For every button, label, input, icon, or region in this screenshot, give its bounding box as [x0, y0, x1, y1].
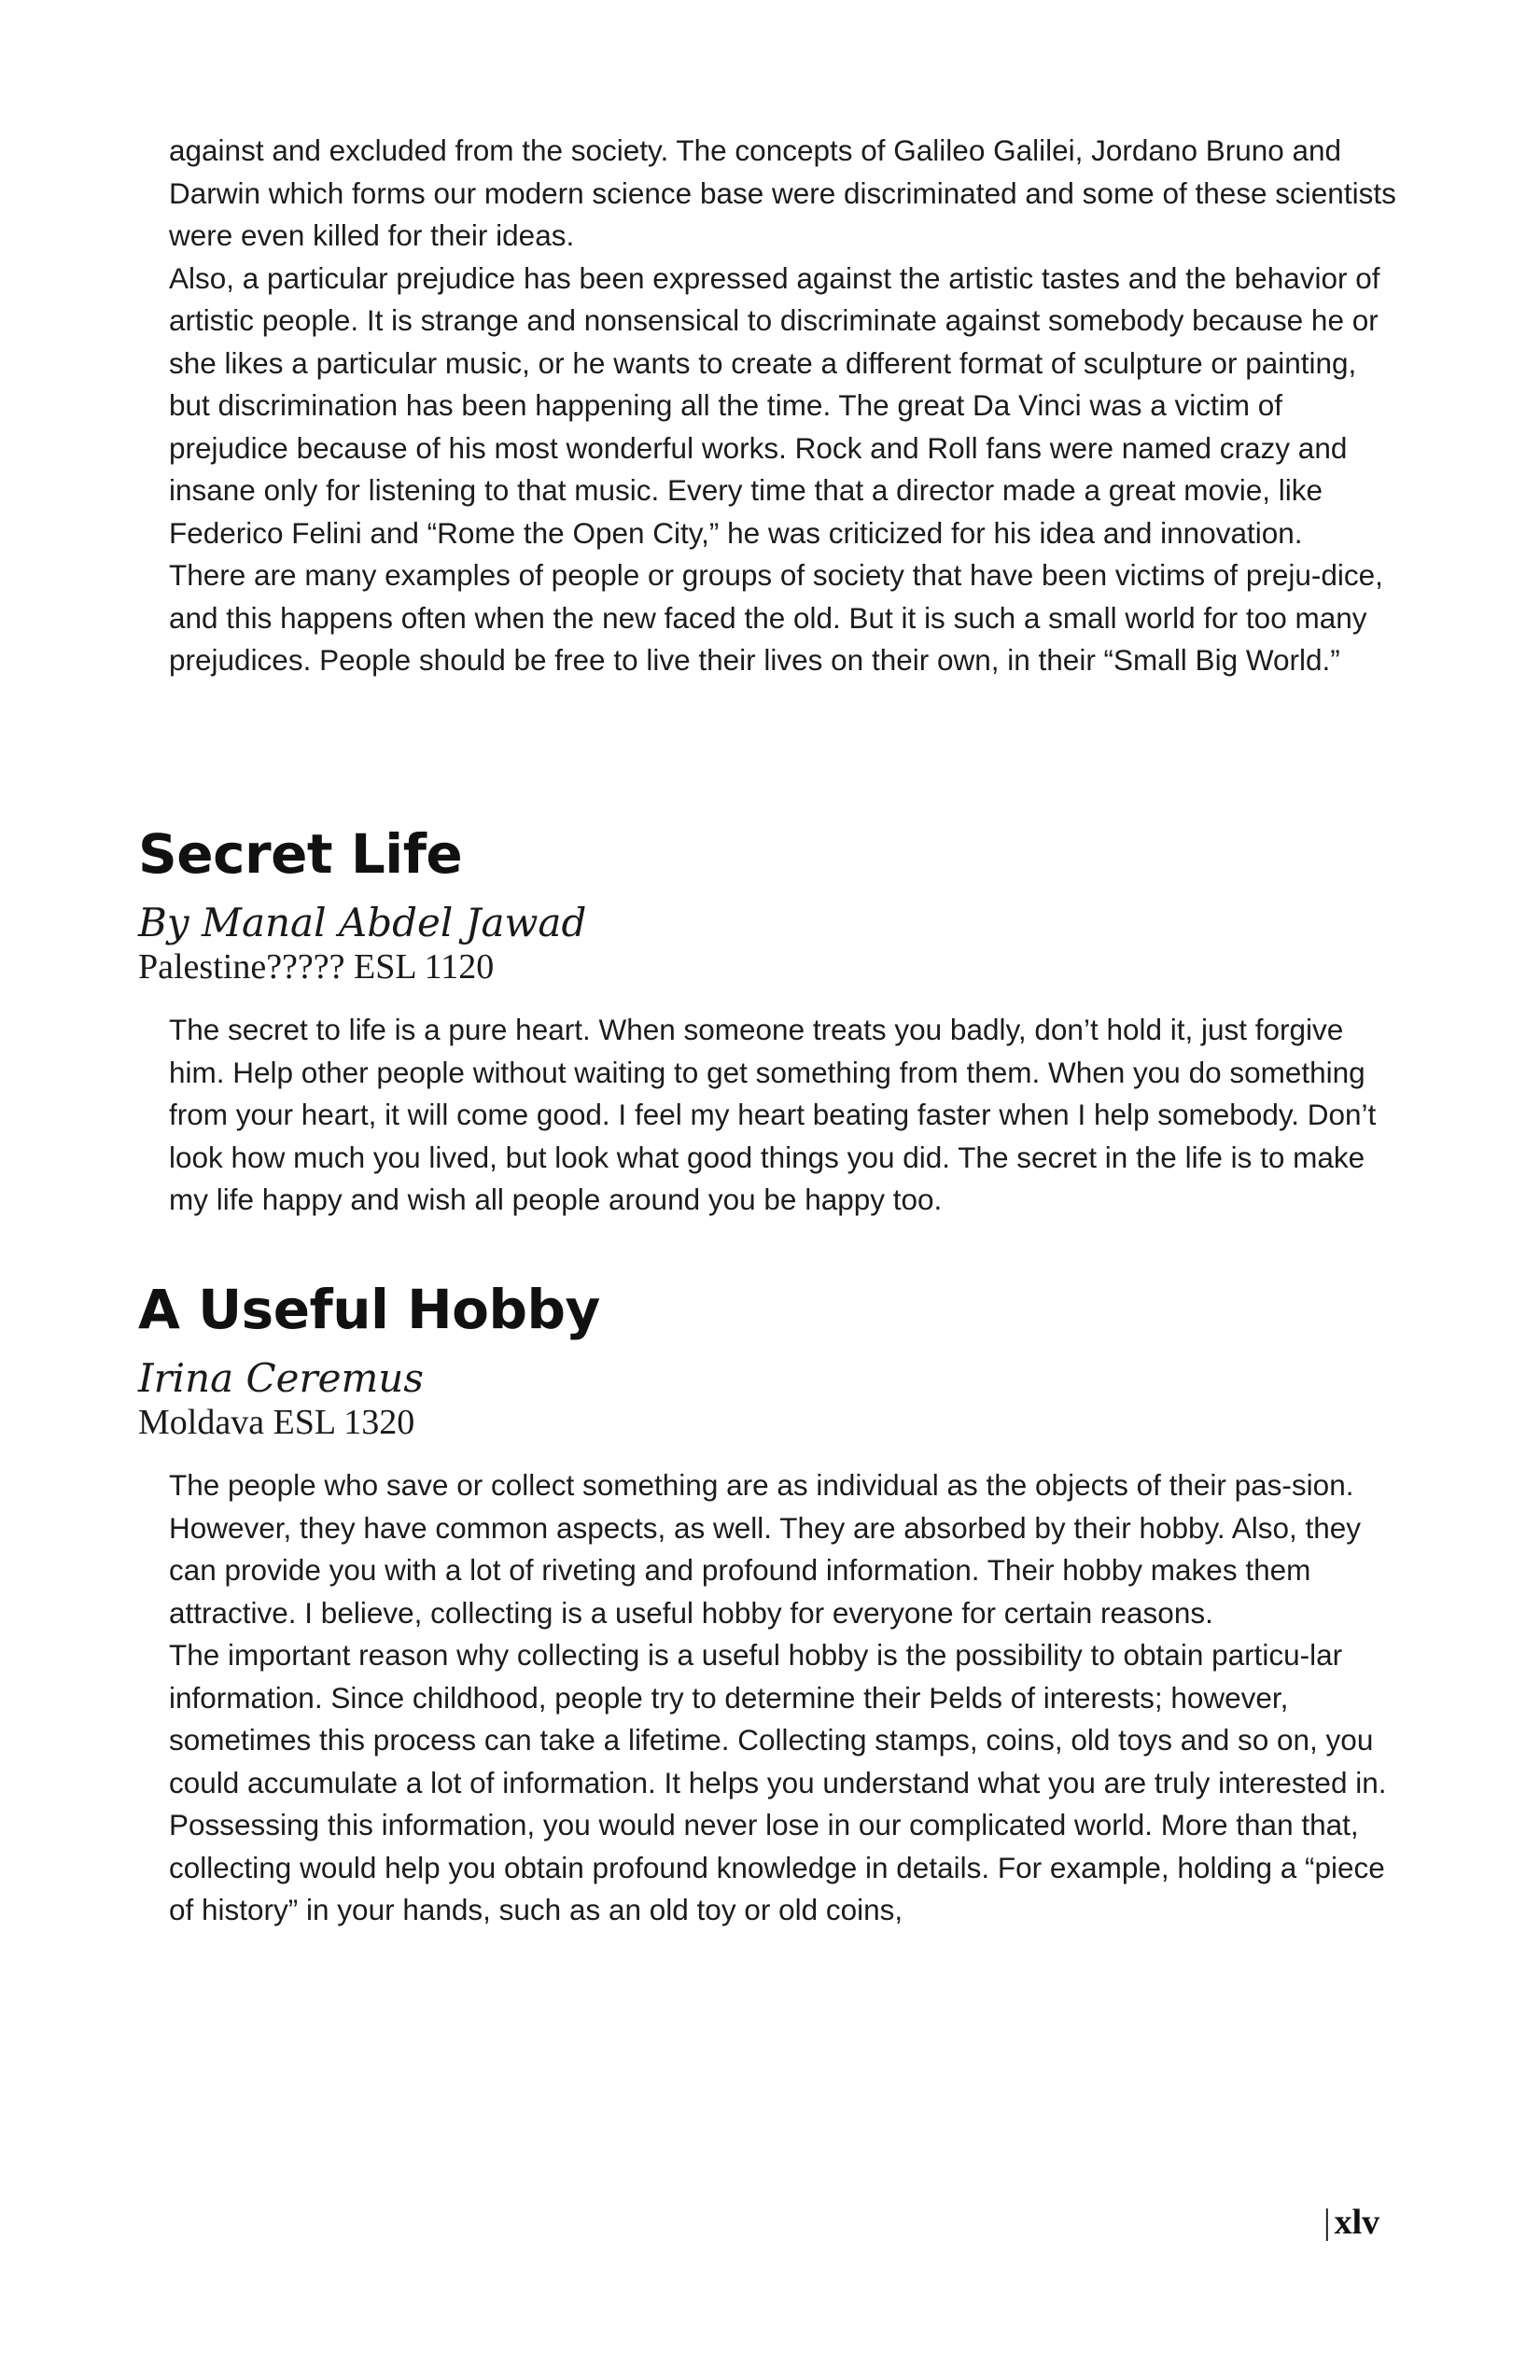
intro-paragraph-1: against and excluded from the society. The concepts of Galileo Galilei, Jordano Bruno and Darwin which forms our modern science base were discriminated and some of these scientists were even killed for their ideas.: [169, 133, 1396, 252]
essay-body-useful-hobby: [169, 1464, 1401, 1932]
intro-continuation: [169, 130, 1401, 682]
useful-hobby-paragraph-2: The important reason why collecting is a useful hobby is the possibility to obtain particu-lar information. Since childhood, people try to determine their Þelds of interests; however, sometimes this process can take a lifetime. Collecting stamps, coins, old toys and so on, you could accumulate a lot of information. It helps you understand what you are truly interested in. Possessing this information, you would never lose in our complicated world. More than that, collecting would help you obtain profound knowledge in details. For example, holding a “piece of history” in your hands, such as an old toy or old coins,: [169, 1638, 1387, 1926]
secret-life-paragraph-1: The secret to life is a pure heart. When someone treats you badly, don’t hold it, just forgive him. Help other people without waiting to get something from them. When you do something from your heart, it will come good. I feel my heart beating faster when I help somebody. Don’t look how much you lived, but look what good things you did. The secret in the life is to make my life happy and wish all people around you be happy too.: [169, 1013, 1377, 1216]
page-number: [1323, 2201, 1379, 2244]
essay-title-useful-hobby: A Useful Hobby: [138, 1278, 600, 1341]
essay-body-secret-life: [169, 1009, 1401, 1222]
page-number-separator: |: [1323, 2203, 1331, 2242]
essay-origin-useful-hobby: Moldava ESL 1320: [138, 1403, 415, 1442]
essay-author-useful-hobby: Irina Ceremus: [138, 1355, 424, 1401]
page-number-value: xlv: [1334, 2203, 1380, 2242]
essay-title-secret-life: Secret Life: [138, 822, 463, 886]
essay-origin-secret-life: Palestine????? ESL 1120: [138, 947, 495, 987]
useful-hobby-paragraph-1: The people who save or collect something are as individual as the objects of their pas-sion. However, they have common aspects, as well. They are absorbed by their hobby. Also, they can provide you with a lot of riveting and profound information. Their hobby makes them attractive. I believe, collecting is a useful hobby for everyone for certain reasons.: [169, 1468, 1362, 1630]
essay-author-secret-life: By Manal Abdel Jawad: [138, 900, 587, 945]
intro-paragraph-3: There are many examples of people or groups of society that have been victims of preju-dice, and this happens often when the new faced the old. But it is such a small world for too many prejudices. People should be free to live their lives on their own, in their “Small Big World.”: [169, 558, 1383, 677]
intro-paragraph-2: Also, a particular prejudice has been expressed against the artistic tastes and the behavior of artistic people. It is strange and nonsensical to discriminate against somebody because he or she likes a particular music, or he wants to create a different format of sculpture or painting, but discrimination has been happening all the time. The great Da Vinci was a victim of prejudice because of his most wonderful works. Rock and Roll fans were named crazy and insane only for listening to that music. Every time that a director made a great movie, like Federico Felini and “Rome the Open City,” he was criticized for his idea and innovation.: [169, 260, 1380, 550]
